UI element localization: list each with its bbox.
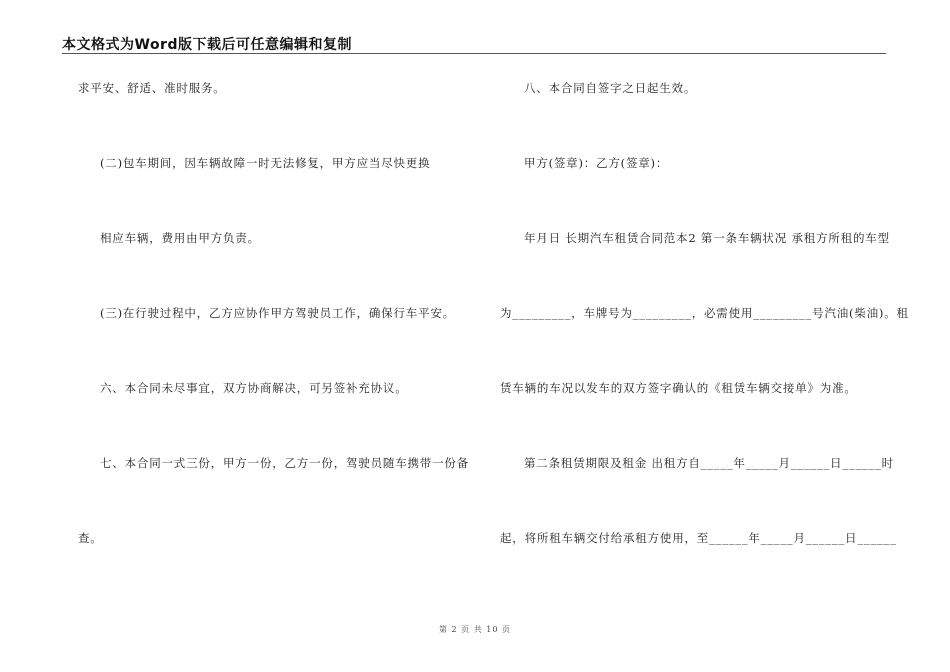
page-number: 第 2 页 共 10 页 [439, 625, 511, 634]
left-line-7: 查。 [78, 531, 103, 545]
header-divider [62, 53, 886, 54]
left-line-4: (三)在行驶过程中，乙方应协作甲方驾驶员工作，确保行车平安。 [100, 306, 455, 320]
right-line-2: 甲方(签章)：乙方(签章)： [524, 156, 669, 170]
right-line-3: 年月日 长期汽车租赁合同范本2 第一条车辆状况 承租方所租的车型 [524, 231, 890, 245]
left-line-1: 求平安、舒适、准时服务。 [78, 81, 226, 95]
left-line-5: 六、本合同未尽事宜，双方协商解决，可另签补充协议。 [100, 381, 408, 395]
right-line-6: 第二条租赁期限及租金 出租方自_____年_____月______日______时 [524, 456, 894, 470]
right-line-7: 起，将所租车辆交付给承租方使用，至______年_____月______日______ [500, 531, 897, 545]
left-line-3: 相应车辆，费用由甲方负责。 [100, 231, 260, 245]
left-line-2: (二)包车期间，因车辆故障一时无法修复，甲方应当尽快更换 [100, 156, 431, 170]
document-header: 本文格式为Word版下载后可任意编辑和复制 [62, 37, 352, 53]
left-line-6: 七、本合同一式三份，甲方一份，乙方一份，驾驶员随车携带一份备 [100, 456, 469, 470]
right-line-1: 八、本合同自签字之日起生效。 [524, 81, 697, 95]
right-line-4: 为_________，车牌号为_________，必需使用_________号汽油(柴油)。租 [500, 306, 909, 320]
right-line-5: 赁车辆的车况以发车的双方签字确认的《租赁车辆交接单》为准。 [500, 381, 857, 395]
